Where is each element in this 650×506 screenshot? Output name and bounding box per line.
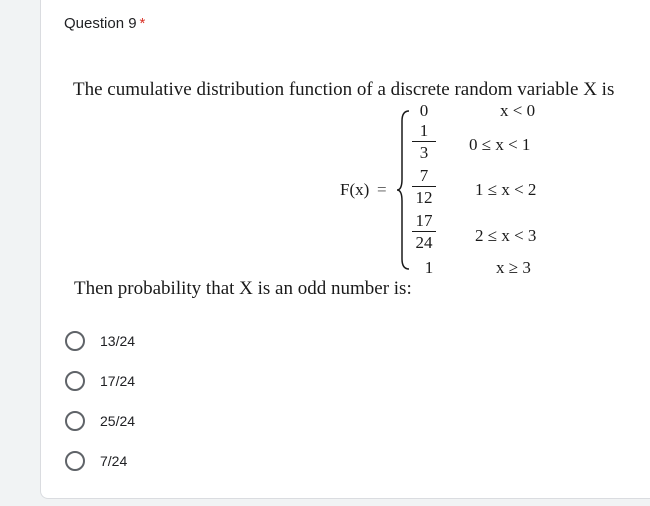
radio-button[interactable] — [65, 451, 85, 471]
equals-sign: = — [377, 180, 387, 199]
answer-option-4[interactable] — [65, 449, 127, 473]
case-condition-1: 0 ≤ x < 1 — [469, 135, 531, 154]
fraction-bar — [412, 186, 436, 187]
answer-option-2[interactable] — [65, 369, 135, 393]
case-value-0: 0 — [419, 101, 429, 120]
fraction-bar — [412, 141, 436, 142]
case-denominator-2: 12 — [415, 188, 433, 207]
radio-button[interactable] — [65, 411, 85, 431]
answer-option-3[interactable] — [65, 409, 135, 433]
fraction-bar — [412, 231, 436, 232]
question-prompt: Then probability that X is an odd number is: — [74, 278, 412, 299]
function-label: F(x) — [340, 180, 370, 199]
answer-option-label: 25/24 — [100, 413, 136, 429]
case-numerator-3: 17 — [415, 211, 433, 230]
radio-button[interactable] — [65, 371, 85, 391]
answer-option-label: 13/24 — [100, 333, 136, 349]
required-asterisk: * — [139, 15, 146, 32]
question-intro: The cumulative distribution function of a discrete random variable X is — [73, 79, 615, 100]
case-condition-4: x ≥ 3 — [496, 258, 531, 277]
radio-button[interactable] — [65, 331, 85, 351]
case-fraction-2 — [409, 166, 439, 207]
case-condition-2: 1 ≤ x < 2 — [475, 180, 537, 199]
case-numerator-2: 7 — [419, 166, 429, 185]
question-title-text: Question 9 — [64, 15, 137, 32]
case-condition-3: 2 ≤ x < 3 — [475, 226, 537, 245]
question-image — [41, 0, 650, 310]
answer-option-label: 17/24 — [100, 373, 136, 389]
case-value-4: 1 — [424, 258, 434, 277]
case-condition-0: x < 0 — [500, 101, 536, 120]
case-denominator-1: 3 — [419, 143, 429, 162]
case-fraction-3 — [409, 211, 439, 252]
case-fraction-1 — [409, 121, 439, 162]
answer-option-1[interactable] — [65, 329, 135, 353]
answer-option-label: 7/24 — [100, 453, 128, 469]
case-numerator-1: 1 — [419, 121, 429, 140]
question-card — [40, 0, 650, 499]
case-denominator-3: 24 — [415, 233, 433, 252]
